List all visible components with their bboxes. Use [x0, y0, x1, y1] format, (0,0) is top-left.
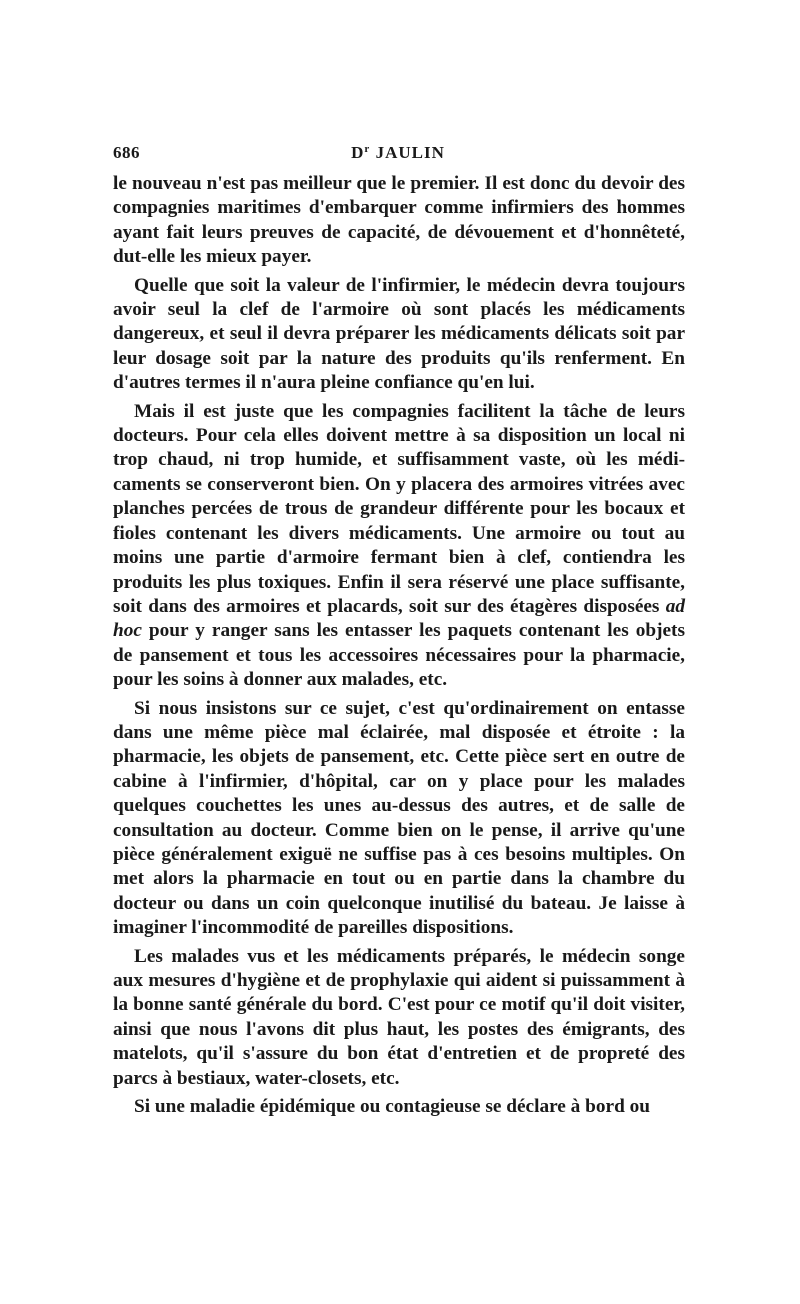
running-head — [113, 143, 683, 169]
paragraph-with-emphasis — [113, 400, 685, 693]
paragraph: Les malades vus et les médicaments préparés, le médecin songe aux mesures d'hygiène et de prophylaxie qui aident si puissamment à la bonne santé générale du bord. C'est pour ce motif qu'il doit visiter, ainsi que nous l'avons dit plus haut, les postes des émigrants, des matelots, qu'il s'assure du bon état d'entretien et de propreté des parcs à bestiaux, water-closets, etc. — [113, 945, 685, 1089]
running-title — [113, 143, 683, 163]
paragraph-text: Mais il est juste que les compagnies facilitent la tâche de leurs docteurs. Pour cela elles doivent mettre à sa disposition un local ni trop chaud, ni trop humide, et suffisamment vaste, où les médicaments se conserveront bien. On y placera des armoires vitrées avec planches percées de trous de grandeur différente pour les bocaux et fioles contenant les divers médicaments. Une armoire ou tout au moins une partie d'armoire fermant bien à clef, contiendra les produits les plus toxiques. Enfin il sera réservé une place suffisante, soit dans des armoires et placards, soit sur des étagères disposées — [113, 400, 685, 617]
paragraph-text: pour y ranger sans les entasser les paquets contenant les objets de pansement et tous les accessoires nécessaires pour la pharmacie, pour les soins à donner aux malades, etc. — [113, 620, 685, 691]
author-name: JAULIN — [375, 143, 445, 162]
author-title-superscript: r — [364, 143, 371, 155]
paragraph-truncated: Si une maladie épidémique ou contagieuse se déclare à bord ou — [134, 1096, 650, 1118]
page-number: 686 — [113, 143, 140, 162]
paragraph: Quelle que soit la valeur de l'infirmier, le médecin devra toujours avoir seul la clef de l'armoire où sont placés les médicaments dangereux, et seul il devra préparer les médicaments délicats soit par leur dosage soit par la nature des produits qu'ils renferment. En d'autres termes il n'aura pleine confiance qu'en lui. — [113, 274, 685, 394]
author-title-prefix: D — [351, 143, 365, 162]
paragraph-continued: le nouveau n'est pas meilleur que le premier. Il est donc du devoir des compagnies maritimes d'embarquer comme infirmiers des hommes ayant fait leurs preuves de capacité, de dévouement et d'honnêteté, dut-elle les mieux payer. — [113, 173, 685, 268]
paragraph: Si nous insistons sur ce sujet, c'est qu'ordinairement on entasse dans une même pièce mal éclairée, mal disposée et étroite : la pharmacie, les objets de pansement, etc. Cette pièce sert en outre de cabine à l'infirmier, d'hôpital, car on y place pour les malades quelques couchettes les unes au-dessus des autres, et de salle de consultation au docteur. Comme bien on le pense, il arrive qu'une pièce généralement exiguë ne suffise pas à ces besoins multiples. On met alors la pharmacie en tout ou en partie dans la chambre du docteur ou dans un coin quelconque inutilisé du bateau. Je laisse à imaginer l'incommodité de pareilles dispositions. — [113, 697, 685, 939]
body-text — [113, 172, 685, 1123]
emphasis-text: ad hoc — [113, 595, 685, 642]
